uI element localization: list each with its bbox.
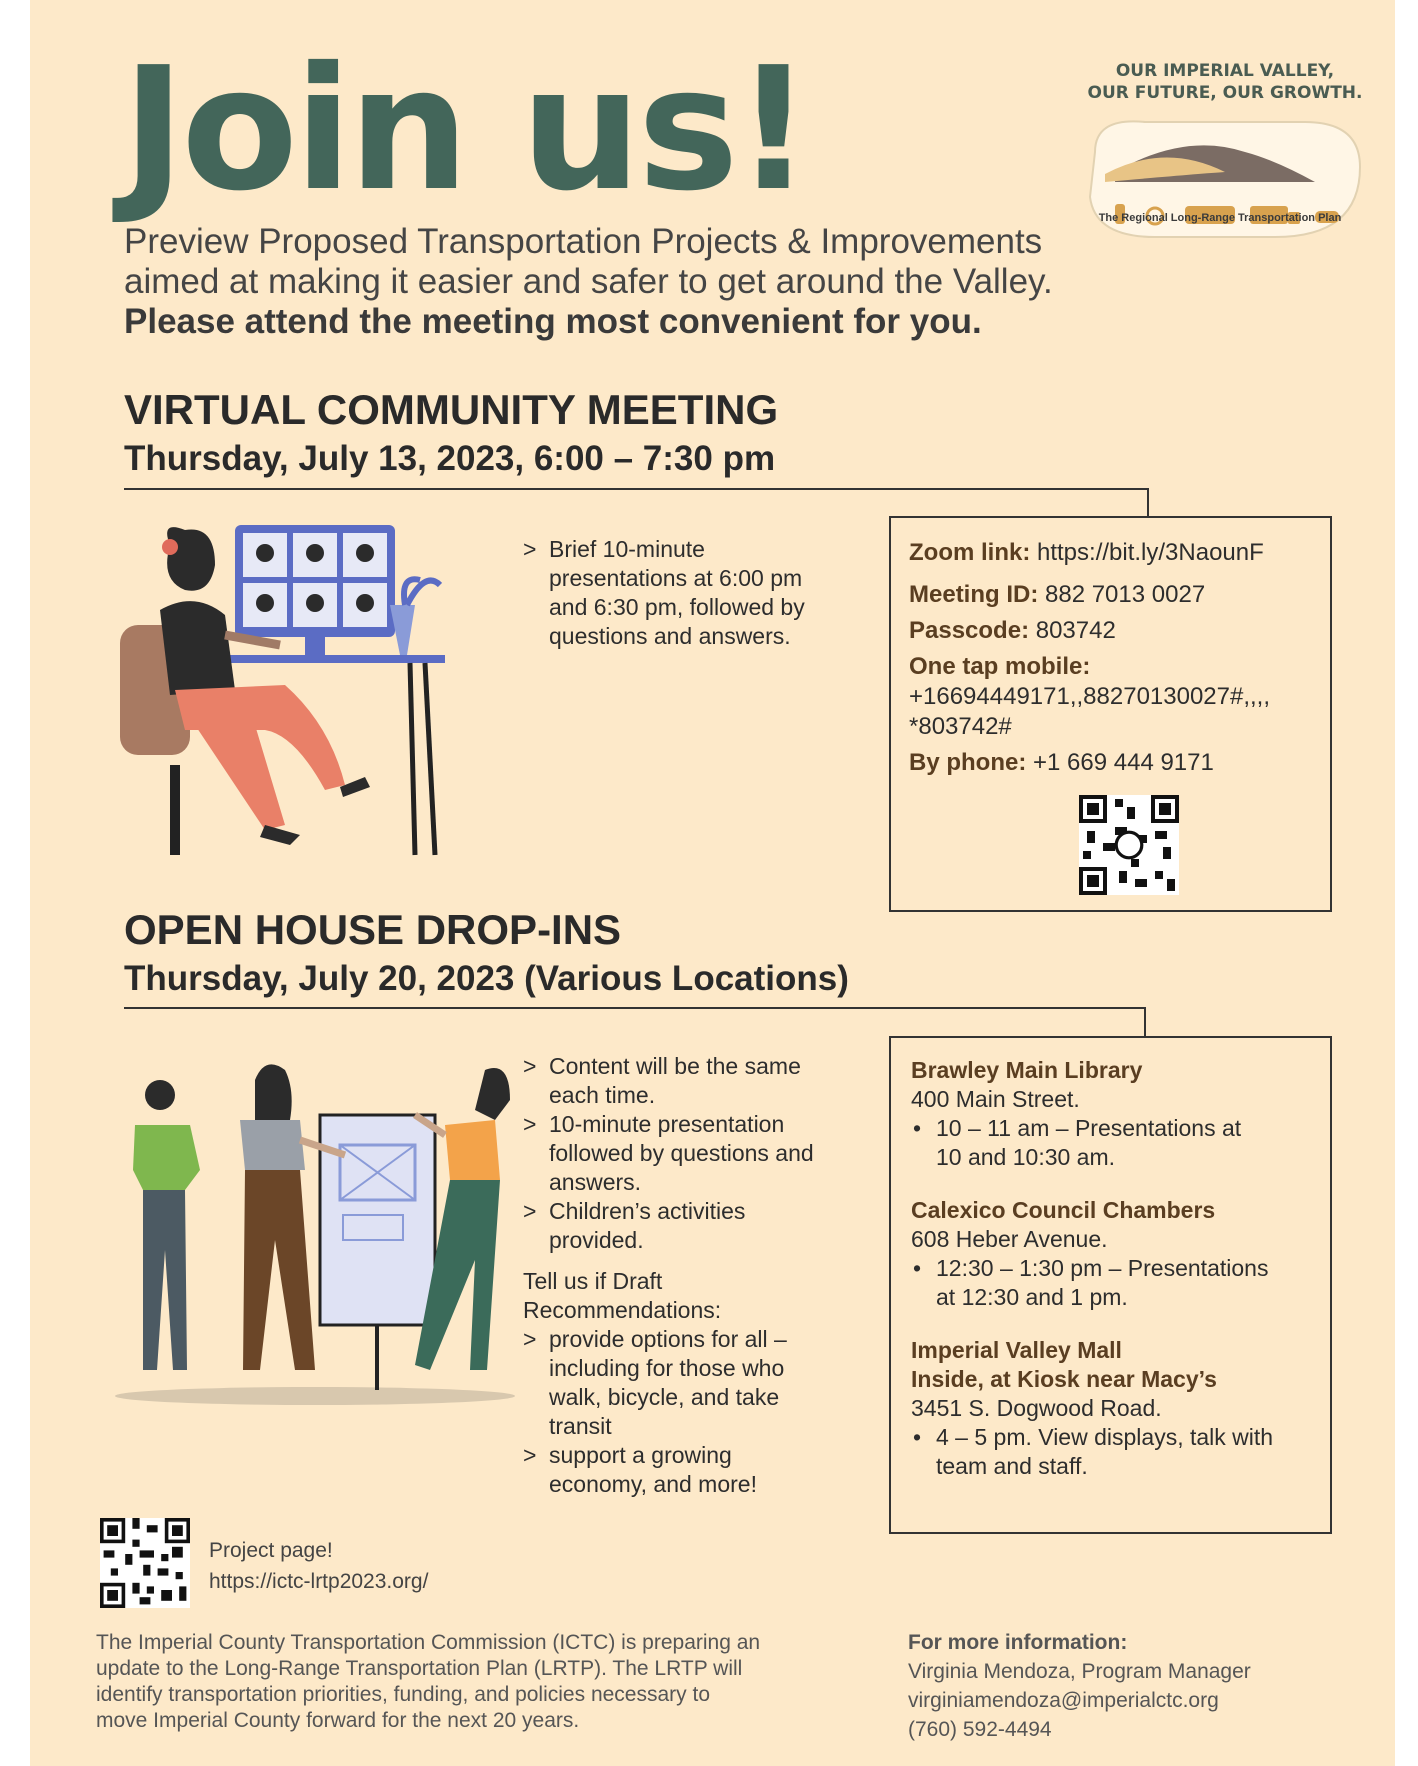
virtual-meeting-illustration	[115, 525, 475, 865]
location-time	[911, 1423, 1316, 1481]
openhouse-bullet-line: > provide options for all –	[549, 1326, 787, 1352]
one-tap-row	[909, 652, 1319, 742]
virtual-bullet-line: > Brief 10-minute	[549, 536, 705, 562]
openhouse-bullet-line: > Children’s activities	[549, 1198, 746, 1224]
footer-line: update to the Long-Range Transportation Plan (LRTP). The LRTP will	[96, 1657, 743, 1680]
openhouse-details	[523, 1052, 863, 1499]
virtual-divider-drop	[1147, 488, 1149, 516]
openhouse-bullet-item	[523, 1197, 863, 1255]
location-name-line-2: Inside, at Kiosk near Macy’s	[911, 1366, 1217, 1392]
meeting-id-row	[909, 580, 1319, 610]
plan-logo	[1070, 60, 1370, 250]
virtual-section-title: VIRTUAL COMMUNITY MEETING	[124, 386, 779, 433]
openhouse-bullet-line: each time.	[549, 1082, 656, 1108]
location-time-line: • 10 – 11 am – Presentations at	[936, 1115, 1242, 1141]
location-time-line: at 12:30 and 1 pm.	[936, 1284, 1128, 1310]
openhouse-bullet-item	[523, 1052, 863, 1110]
openhouse-section-date: Thursday, July 20, 2023 (Various Locations)	[124, 959, 849, 998]
virtual-section-date: Thursday, July 13, 2023, 6:00 – 7:30 pm	[124, 439, 776, 478]
passcode-label: Passcode:	[909, 617, 1030, 644]
contact-email[interactable]: virginiamendoza@imperialctc.org	[908, 1689, 1219, 1712]
virtual-bullet-line: questions and answers.	[549, 623, 791, 649]
tell-us-line: Recommendations:	[523, 1297, 722, 1323]
meeting-id-value: 882 7013 0027	[1045, 581, 1206, 608]
phone-label: By phone:	[909, 749, 1027, 776]
one-tap-line-1[interactable]: +16694449171,,88270130027#,,,,	[909, 683, 1271, 710]
intro-line-3: Please attend the meeting most convenient for you.	[124, 302, 982, 341]
intro-line-1: Preview Proposed Transportation Projects & Improvements	[124, 222, 1043, 261]
location-name: Brawley Main Library	[911, 1057, 1143, 1083]
footer-line: identify transportation priorities, funding, and policies necessary to	[96, 1683, 711, 1706]
openhouse-bullet-line: > support a growing	[549, 1442, 732, 1468]
location-address: 400 Main Street.	[911, 1086, 1080, 1112]
location-address: 3451 S. Dogwood Road.	[911, 1395, 1162, 1421]
project-page-block	[209, 1535, 428, 1597]
openhouse-bullet-line: > 10-minute presentation	[549, 1111, 785, 1137]
passcode-row	[909, 616, 1319, 646]
passcode-value: 803742	[1035, 617, 1116, 644]
intro-text	[124, 222, 1064, 342]
virtual-bullet-item	[523, 535, 823, 651]
openhouse-bullet-line: economy, and more!	[549, 1471, 757, 1497]
virtual-bullet-line: presentations at 6:00 pm	[549, 565, 803, 591]
intro-line-2: aimed at making it easier and safer to get around the Valley.	[124, 262, 1053, 301]
openhouse-bullet-line: including for those who	[549, 1355, 785, 1381]
virtual-details	[523, 535, 823, 651]
project-qr-code-icon[interactable]	[100, 1518, 190, 1608]
openhouse-bullet-line: > Content will be the same	[549, 1053, 801, 1079]
zoom-info-box	[889, 516, 1332, 912]
location-name: Calexico Council Chambers	[911, 1197, 1216, 1223]
openhouse-bullet-item	[523, 1110, 863, 1197]
contact-name: Virginia Mendoza, Program Manager	[908, 1660, 1251, 1683]
tell-us-line: Tell us if Draft	[523, 1268, 663, 1294]
zoom-qr-code-icon[interactable]	[1079, 795, 1179, 895]
footer-line: The Imperial County Transportation Commission (ICTC) is preparing an	[96, 1631, 761, 1654]
contact-info	[908, 1628, 1308, 1744]
openhouse-bullet-line: followed by questions and	[549, 1140, 814, 1166]
contact-phone[interactable]: (760) 592-4494	[908, 1718, 1052, 1741]
openhouse-bullet-line: transit	[549, 1413, 612, 1439]
location-time-line: team and staff.	[936, 1453, 1088, 1479]
one-tap-label: One tap mobile:	[909, 653, 1091, 680]
openhouse-bullet-line: provided.	[549, 1227, 644, 1253]
virtual-bullet-line: and 6:30 pm, followed by	[549, 594, 805, 620]
location-imperial-valley-mall	[911, 1336, 1316, 1481]
location-brawley	[911, 1056, 1316, 1172]
flyer-page	[30, 0, 1395, 1766]
openhouse-divider	[124, 1007, 1146, 1009]
location-time-line: • 4 – 5 pm. View displays, talk with	[936, 1424, 1274, 1450]
zoom-link-label: Zoom link:	[909, 539, 1031, 566]
openhouse-bullet-item	[523, 1325, 863, 1441]
page-title: Join us!	[122, 31, 809, 229]
logo-heading-line-1: OUR IMPERIAL VALLEY,	[1115, 61, 1335, 81]
tell-us-text	[523, 1267, 863, 1325]
location-time	[911, 1114, 1316, 1172]
phone-row	[909, 748, 1319, 778]
one-tap-line-2: *803742#	[909, 713, 1012, 740]
footer-line: move Imperial County forward for the next 20 years.	[96, 1709, 580, 1732]
location-name: Imperial Valley Mall	[911, 1337, 1122, 1363]
zoom-link-row	[909, 538, 1319, 568]
location-time-line: 10 and 10:30 am.	[936, 1144, 1116, 1170]
location-time-line: • 12:30 – 1:30 pm – Presentations	[936, 1255, 1269, 1281]
project-page-link[interactable]: https://ictc-lrtp2023.org/	[209, 1570, 429, 1593]
logo-heading	[1080, 60, 1370, 104]
location-address: 608 Heber Avenue.	[911, 1226, 1108, 1252]
location-calexico	[911, 1196, 1316, 1312]
phone-value: +1 669 444 9171	[1033, 749, 1214, 776]
openhouse-bullet-item	[523, 1441, 863, 1499]
location-time	[911, 1254, 1316, 1312]
zoom-link[interactable]: https://bit.ly/3NaounF	[1037, 539, 1264, 566]
openhouse-bullet-line: walk, bicycle, and take	[549, 1384, 780, 1410]
open-house-illustration	[115, 1060, 545, 1405]
project-page-label: Project page!	[209, 1539, 333, 1562]
locations-box	[889, 1036, 1332, 1534]
meeting-id-label: Meeting ID:	[909, 581, 1039, 608]
contact-heading: For more information:	[908, 1631, 1128, 1654]
logo-heading-line-2: OUR FUTURE, OUR GROWTH.	[1087, 83, 1363, 103]
logo-caption: The Regional Long-Range Transportation Plan	[1098, 212, 1342, 224]
openhouse-bullet-line: answers.	[549, 1169, 642, 1195]
openhouse-divider-drop	[1144, 1007, 1146, 1037]
footer-description	[96, 1630, 856, 1734]
openhouse-section-title: OPEN HOUSE DROP-INS	[124, 906, 622, 953]
virtual-divider	[124, 488, 1149, 490]
